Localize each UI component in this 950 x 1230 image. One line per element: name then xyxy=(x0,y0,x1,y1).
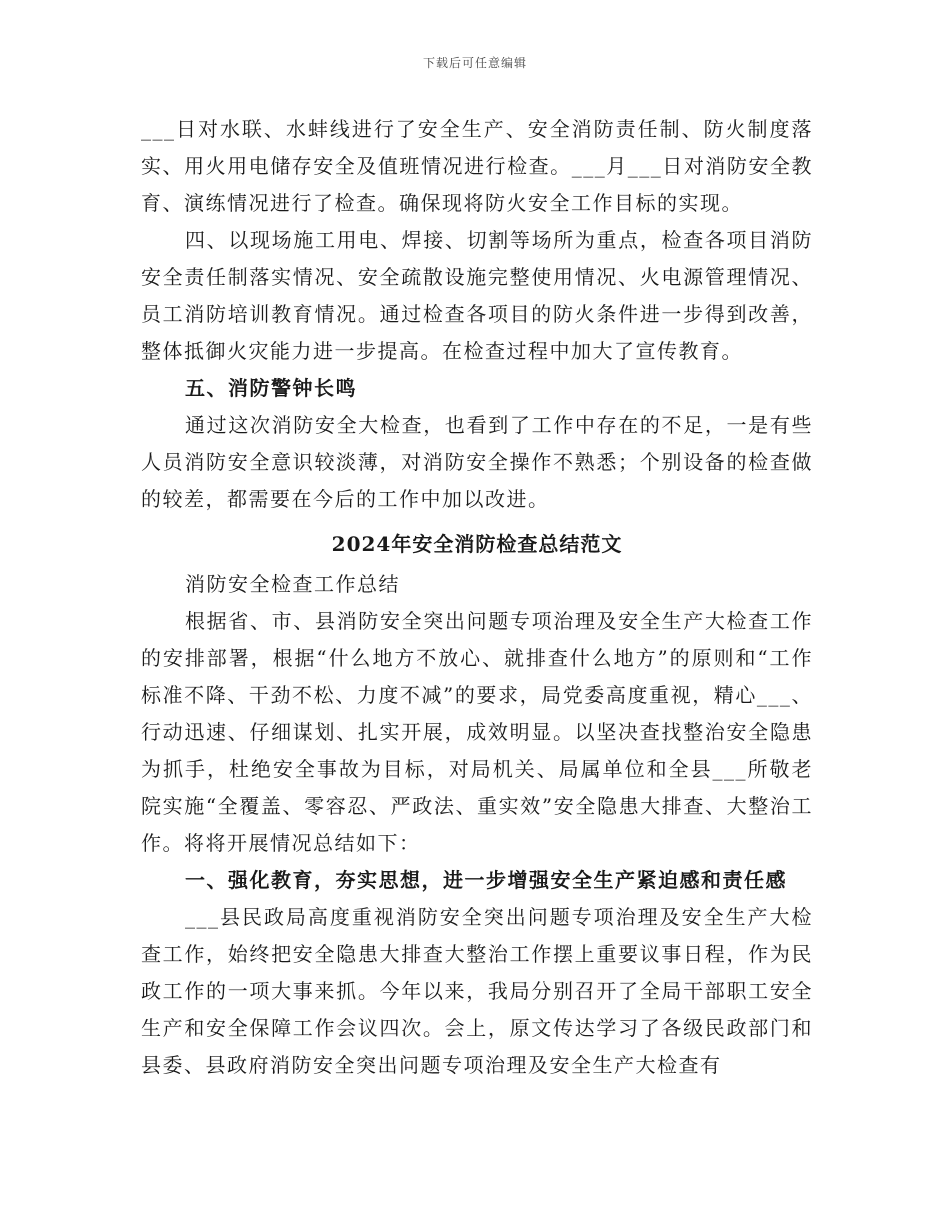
heading-section-one: 一、强化教育，夯实思想，进一步增强安全生产紧迫感和责任感 xyxy=(185,868,787,892)
paragraph-education: ___县民政局高度重视消防安全突出问题专项治理及安全生产大检查工作，始终把安全隐患大排查大整治工作摆上重要议事日程，作为民政工作的一项大事来抓。今年以来，我局分别召开了全局干部职工安全生产和安全保障工作会议四次。会上，原文传达学习了各级民政部门和县委、县政府消防安全突出问题专项治理及安全生产大检查有 xyxy=(141,905,813,1077)
page-header: 下载后可任意编辑 xyxy=(422,56,527,70)
paragraph-shortcomings: 通过这次消防安全大检查，也看到了工作中存在的不足，一是有些人员消防安全意识较淡薄，对消防安全操作不熟悉；个别设备的检查做的较差，都需要在今后的工作中加以改进。 xyxy=(141,413,813,511)
paragraph-point-four: 四、以现场施工用电、焊接、切割等场所为重点，检查各项目消防安全责任制落实情况、安全疏散设施完整使用情况、火电源管理情况、员工消防培训教育情况。通过检查各项目的防火条件进一步得到改善，整体抵御火灾能力进一步提高。在检查过程中加大了宣传教育。 xyxy=(141,228,813,363)
heading-point-five: 五、消防警钟长鸣 xyxy=(185,376,357,400)
paragraph-introduction: 根据省、市、县消防安全突出问题专项治理及安全生产大检查工作的安排部署，根据“什么地方不放心、就排查什么地方”的原则和“工作标准不降、干劲不松、力度不减”的要求，局党委高度重视，精心___、行动迅速、仔细谋划、扎实开展，成效明显。以坚决查找整治安全隐患为抓手，杜绝安全事故为目标，对局机关、局属单位和全县___所敬老院实施“全覆盖、零容忍、严政法、重实效”安全隐患大排查、大整治工作。将将开展情况总结如下： xyxy=(141,609,813,855)
document-title: 2024年安全消防检查总结范文 xyxy=(331,532,623,556)
document-body xyxy=(141,111,813,1084)
document-subtitle: 消防安全检查工作总结 xyxy=(185,572,400,596)
paragraph-inspection-dates: ___日对水联、水蚌线进行了安全生产、安全消防责任制、防火制度落实、用火用电储存安全及值班情况进行检查。___月___日对消防安全教育、演练情况进行了检查。确保现将防火安全工作目标的实现。 xyxy=(141,117,813,215)
